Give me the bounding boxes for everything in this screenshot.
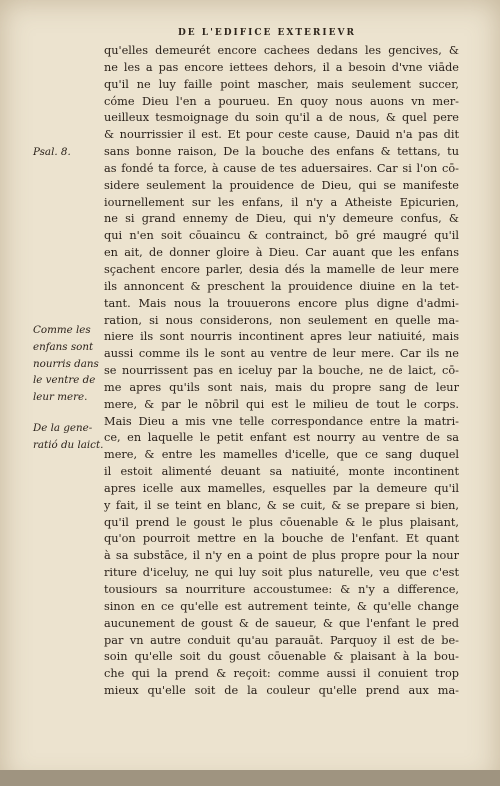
- text-line: ils annoncent & preschent la prouidence diuine en la tet-: [104, 279, 459, 293]
- text-line: ration, si nous considerons, non seulement en quelle ma-: [104, 313, 459, 327]
- margin-note-line: De la gene-: [33, 422, 93, 434]
- text-line: sidere seulement la prouidence de Dieu, qui se manifeste: [104, 178, 459, 192]
- text-line: qu'on pourroit mettre en la bouche de l'enfant. Et quant: [104, 532, 459, 546]
- text-line: ce, en laquelle le petit enfant est nourry au ventre de sa: [104, 431, 459, 445]
- text-line: par vn autre conduit qu'au parauāt. Parquoy il est de be-: [104, 633, 459, 647]
- text-line: me apres qu'ils sont nais, mais du propre sang de leur: [104, 380, 459, 394]
- margin-note-line: Comme les: [33, 324, 91, 336]
- text-line: ueilleux tesmoignage du soin qu'il a de nous, & quel pere: [104, 111, 459, 125]
- text-line: cóme Dieu l'en a pourueu. En quoy nous auons vn mer-: [104, 94, 459, 108]
- margin-note-psalm: [33, 144, 71, 161]
- margin-note-line: ratió du laict.: [33, 438, 104, 451]
- text-line: y fait, il se teint en blanc, & se cuit, & se prepare si bien,: [104, 498, 459, 512]
- text-line: ne les a pas encore iettees dehors, il a besoin d'vne viāde: [104, 60, 459, 74]
- text-line: qu'il prend le goust le plus cōuenable & le plus plaisant,: [104, 515, 459, 529]
- text-line: mere, & entre les mamelles d'icelle, que ce sang duquel: [104, 448, 459, 462]
- running-header: DE L'EDIFICE EXTERIEVR: [178, 28, 356, 38]
- text-line: en ait, de donner gloire à Dieu. Car auant que les enfans: [104, 246, 459, 260]
- margin-note-generation: [33, 420, 103, 454]
- text-line: tant. Mais nous la trouuerons encore plus digne d'admi-: [104, 296, 459, 310]
- text-line: qu'elles demeurét encore cachees dedans les gencives, &: [104, 44, 459, 57]
- text-line: ne si grand ennemy de Dieu, qui n'y demeure confus, &: [104, 212, 459, 226]
- text-line: sinon en ce qu'elle est autrement teinte, & qu'elle change: [104, 599, 459, 613]
- margin-note-line: enfans sont: [33, 340, 94, 353]
- text-line: il estoit alimenté deuant sa natiuité, monte incontinent: [104, 465, 459, 479]
- scan-edge-bar: [0, 770, 500, 786]
- text-line: soin qu'elle soit du goust cōuenable & plaisant à la bou-: [104, 650, 459, 664]
- text-line: à sa substāce, il n'y en a point de plus propre pour la nour: [104, 549, 459, 563]
- text-line: mere, & par le nōbril qui est le milieu de tout le corps.: [104, 397, 459, 411]
- main-text-block: [104, 43, 459, 700]
- text-line: che qui la prend & reçoit: comme aussi il conuient trop: [104, 667, 459, 681]
- text-line: qu'il ne luy faille point mascher, mais seulement succer,: [104, 77, 459, 91]
- text-line: sçachent encore parler, desia dés la mamelle de leur mere: [104, 262, 459, 276]
- margin-note-line: Psal. 8.: [33, 146, 71, 158]
- margin-note-line: nourris dans: [33, 357, 99, 370]
- text-line: iournellement sur les enfans, il n'y a Atheiste Epicurien,: [104, 195, 459, 209]
- text-line: qui n'en soit cōuaincu & contrainct, bō gré maugré qu'il: [104, 229, 459, 243]
- margin-note-line: le ventre de: [33, 374, 96, 387]
- text-line: mieux qu'elle soit de la couleur qu'elle prend aux ma-: [104, 684, 459, 698]
- text-line: Mais Dieu a mis vne telle correspondance entre la matri-: [104, 414, 459, 428]
- text-line: aussi comme ils le sont au ventre de leur mere. Car ils ne: [104, 347, 459, 361]
- text-line: sans bonne raison, De la bouche des enfans & tettans, tu: [104, 145, 459, 159]
- text-line: niere ils sont nourris incontinent apres leur natiuité, mais: [104, 330, 459, 344]
- text-line: as fondé ta force, à cause de tes aduersaires. Car si l'on cō-: [104, 161, 459, 175]
- margin-note-line: leur mere.: [33, 391, 88, 404]
- text-line: riture d'iceluy, ne qui luy soit plus naturelle, veu que c'est: [104, 566, 459, 580]
- text-line: apres icelle aux mamelles, esquelles par la demeure qu'il: [104, 481, 459, 495]
- text-line: & nourrissier il est. Et pour ceste cause, Dauid n'a pas dit: [104, 128, 459, 142]
- text-line: aucunement de goust & de saueur, & que l'enfant le pred: [104, 616, 459, 630]
- text-line: tousiours sa nourriture accoustumee: & n'y a difference,: [104, 583, 459, 596]
- text-line: se nourrissent pas en iceluy par la bouche, ne de laict, cō-: [104, 364, 459, 378]
- margin-note-nursing: [33, 322, 99, 406]
